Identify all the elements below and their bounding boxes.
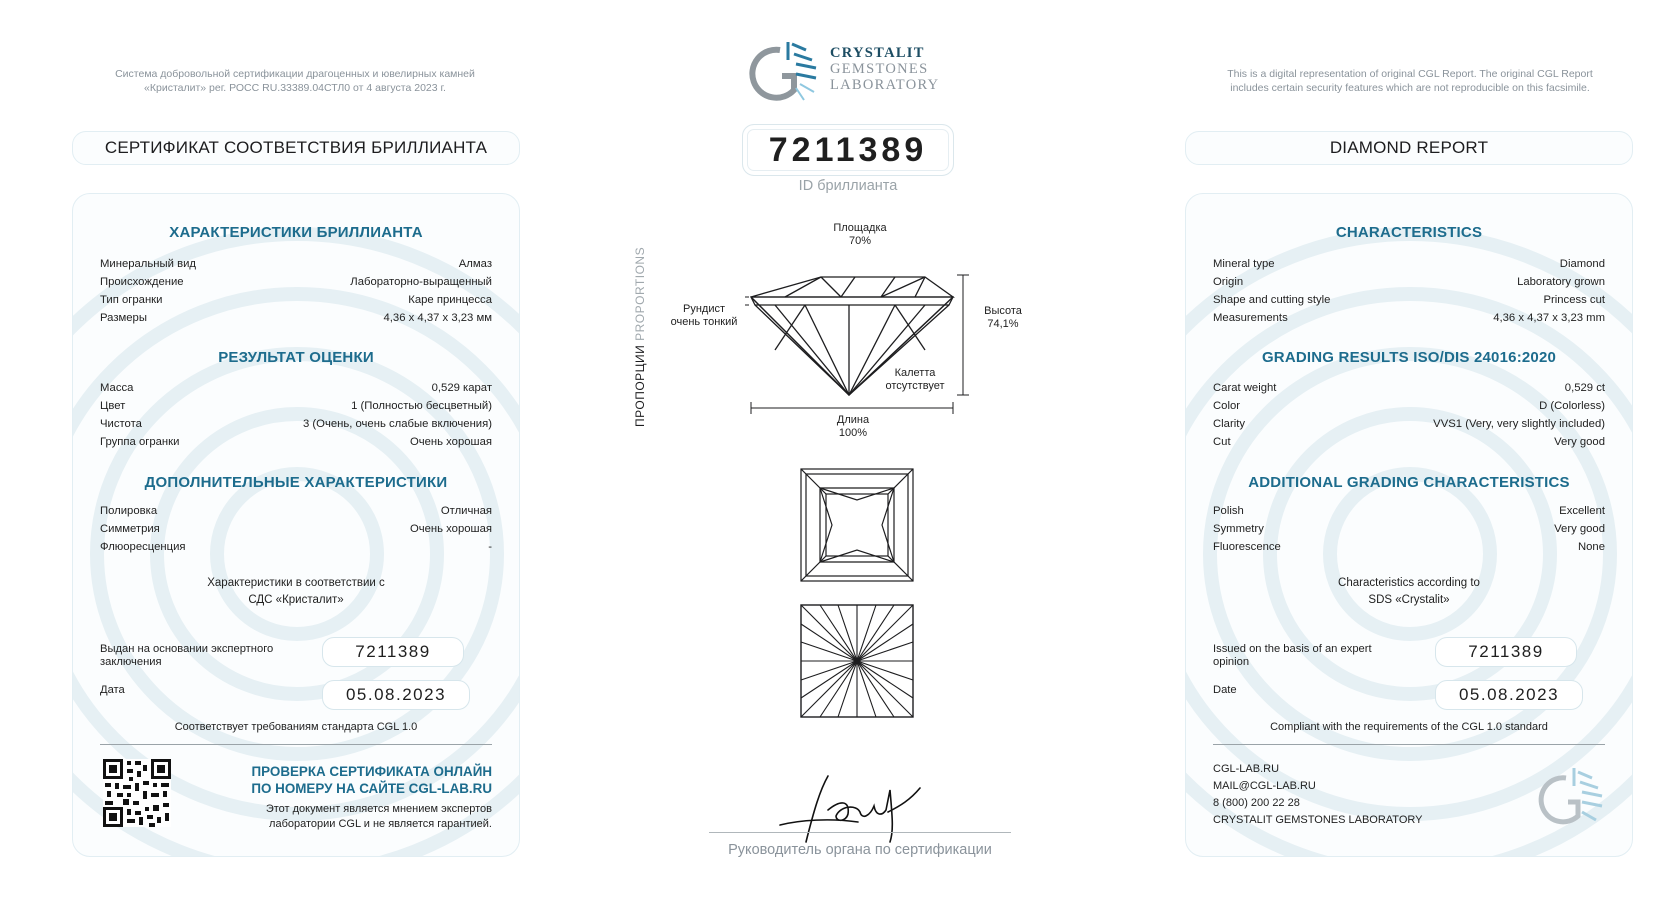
right-date-label: Date — [1213, 684, 1237, 696]
left-date-label: Дата — [100, 684, 125, 696]
verify-online-text: ПРОВЕРКА СЕРТИФИКАТА ОНЛАЙН ПО НОМЕРУ НА САЙТЕ CGL-LAB.RU — [251, 764, 492, 796]
table-row: Symmetry Very good — [1213, 523, 1605, 535]
table-row: Группа огранки Очень хорошая — [100, 436, 492, 448]
phone-number: 8 (800) 200 22 28 — [1213, 797, 1300, 809]
table-row: Fluorescence None — [1213, 541, 1605, 553]
signature-line — [709, 832, 1011, 833]
culet-label: Калетта отсутствует — [885, 367, 945, 392]
left-title: СЕРТИФИКАТ СООТВЕТСТВИЯ БРИЛЛИАНТА — [72, 131, 520, 165]
table-row: Cut Very good — [1213, 436, 1605, 448]
logo-mark-icon — [1528, 764, 1608, 834]
right-title: DIAMOND REPORT — [1185, 131, 1633, 165]
table-row: Measurements 4,36 x 4,37 x 3,23 mm — [1213, 312, 1605, 324]
right-issued-label: Issued on the basis of an expert opinion — [1213, 643, 1372, 668]
email-link[interactable]: MAIL@CGL-LAB.RU — [1213, 780, 1316, 792]
qr-code-icon — [103, 759, 171, 827]
table-label: Площадка 70% — [833, 222, 887, 247]
table-row: Polish Excellent — [1213, 505, 1605, 517]
left-date-value: 05.08.2023 — [322, 680, 470, 710]
left-disclaimer: Этот документ является мнением экспертов лаборатории CGL и не является гарантией. — [265, 803, 492, 830]
girdle-label: Рундист очень тонкий — [670, 303, 738, 328]
table-row: Mineral type Diamond — [1213, 258, 1605, 270]
table-row: Масса 0,529 карат — [100, 382, 492, 394]
table-row: Полировка Отличная — [100, 505, 492, 517]
right-card — [1185, 193, 1633, 857]
table-row: Color D (Colorless) — [1213, 400, 1605, 412]
right-grading-heading: GRADING RESULTS ISO/DIS 24016:2020 — [1261, 349, 1557, 366]
diamond-top-view-diagram — [800, 468, 914, 582]
table-row: Shape and cutting style Princess cut — [1213, 294, 1605, 306]
table-row: Цвет 1 (Полностью бесцветный) — [100, 400, 492, 412]
table-row: Минеральный вид Алмаз — [100, 258, 492, 270]
diamond-id-number: 7211389 — [742, 124, 954, 176]
signature-caption: Руководитель органа по сертификации — [728, 842, 992, 858]
left-according-text: Характеристики в соответствии с СДС «Кристалит» — [207, 577, 385, 606]
table-row: Clarity VVS1 (Very, very slightly included) — [1213, 418, 1605, 430]
contact-info — [1213, 761, 1422, 829]
table-row: Происхождение Лабораторно-выращенный — [100, 276, 492, 288]
height-label: Высота 74,1% — [984, 305, 1022, 330]
table-row: Размеры 4,36 x 4,37 x 3,23 мм — [100, 312, 492, 324]
table-row: Carat weight 0,529 ct — [1213, 382, 1605, 394]
diamond-profile-diagram — [745, 265, 970, 430]
left-additional-heading: ДОПОЛНИТЕЛЬНЫЕ ХАРАКТЕРИСТИКИ — [144, 474, 448, 491]
right-additional-heading: ADDITIONAL GRADING CHARACTERISTICS — [1248, 474, 1570, 491]
left-compliance: Соответствует требованиям стандарта CGL 1.0 — [174, 721, 418, 733]
diamond-bottom-view-diagram — [800, 604, 914, 718]
crystalit-logo: CRYSTALIT GEMSTONES LABORATORY — [740, 38, 950, 108]
left-grading-heading: РЕЗУЛЬТАТ ОЦЕНКИ — [218, 349, 374, 366]
left-issued-label: Выдан на основании экспертного заключения — [100, 643, 274, 668]
lab-name: CRYSTALIT GEMSTONES LABORATORY — [1213, 814, 1423, 826]
logo-icon — [740, 38, 822, 106]
left-card — [72, 193, 520, 857]
table-row: Симметрия Очень хорошая — [100, 523, 492, 535]
table-row: Флюоресценция - — [100, 541, 492, 553]
right-characteristics-heading: CHARACTERISTICS — [1335, 224, 1483, 241]
table-row: Тип огранки Каре принцесса — [100, 294, 492, 306]
divider — [1213, 744, 1605, 745]
website-link[interactable]: CGL-LAB.RU — [1213, 763, 1280, 775]
table-row: Origin Laboratory grown — [1213, 276, 1605, 288]
left-issued-number: 7211389 — [322, 637, 464, 667]
diamond-id-label: ID бриллианта — [798, 178, 898, 194]
right-according-text: Characteristics according to SDS «Crystalit» — [1338, 577, 1480, 606]
divider — [100, 744, 492, 745]
right-compliance: Compliant with the requirements of the CGL 1.0 standard — [1270, 721, 1548, 733]
right-issued-number: 7211389 — [1435, 637, 1577, 667]
length-label: Длина 100% — [836, 414, 870, 439]
signature — [770, 770, 950, 850]
left-characteristics-heading: ХАРАКТЕРИСТИКИ БРИЛЛИАНТА — [169, 224, 423, 241]
right-top-note: This is a digital representation of original CGL Report. The original CGL Report includes certain security features which are not reproducible on this facsimile. — [1227, 68, 1593, 94]
left-top-note: Система добровольной сертификации драгоценных и ювелирных камней «Кристалит» рег. РОСС RU.33389.04СТЛ0 от 4 августа 2023 г. — [115, 68, 475, 94]
table-row: Чистота 3 (Очень, очень слабые включения) — [100, 418, 492, 430]
right-date-value: 05.08.2023 — [1435, 680, 1583, 710]
